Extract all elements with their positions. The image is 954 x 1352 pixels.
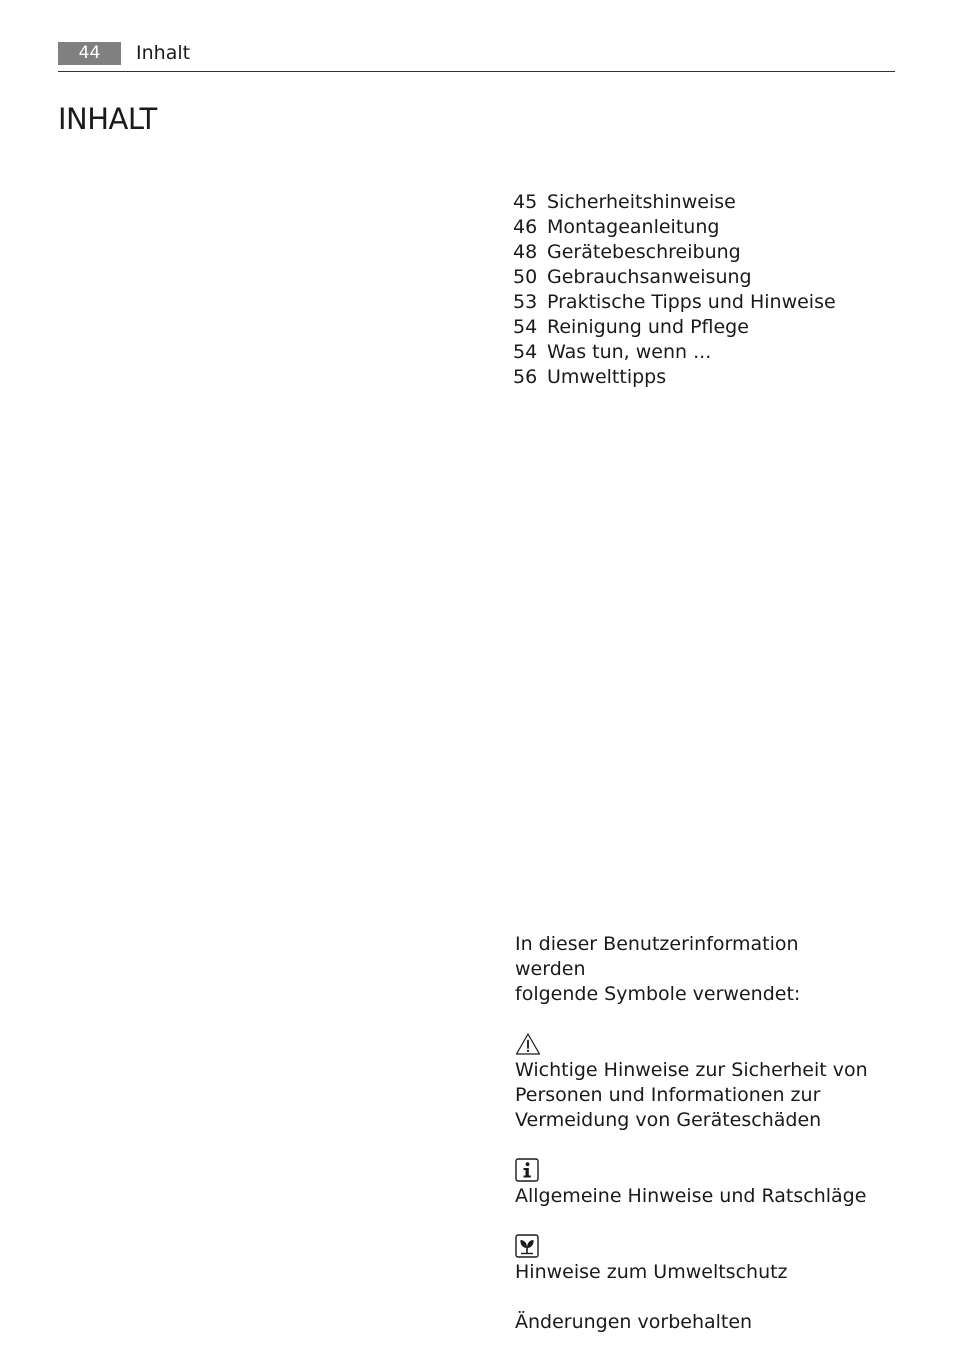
toc-label: Gerätebeschreibung <box>547 241 741 263</box>
header-section-title: Inhalt <box>136 42 191 64</box>
page-title: INHALT <box>58 102 157 136</box>
toc-item[interactable] <box>513 265 836 290</box>
changes-reserved-note: Änderungen vorbehalten <box>515 1311 753 1333</box>
toc-item[interactable] <box>513 240 836 265</box>
page-header <box>58 40 895 72</box>
toc-page-number: 54 <box>513 316 538 338</box>
symbol-warning <box>515 1032 875 1133</box>
toc-page-number: 50 <box>513 266 538 288</box>
toc-item[interactable] <box>513 190 836 215</box>
toc-item[interactable] <box>513 290 836 315</box>
symbols-intro-line: folgende Symbole verwendet: <box>515 983 801 1005</box>
symbols-intro <box>515 932 875 1007</box>
symbol-description: Allgemeine Hinweise und Ratschläge <box>515 1185 867 1207</box>
symbol-environment <box>515 1234 875 1285</box>
toc-label: Umwelttipps <box>547 366 667 388</box>
symbol-info <box>515 1158 875 1209</box>
toc-item[interactable] <box>513 365 836 390</box>
page-number: 44 <box>58 42 121 65</box>
symbols-intro-line: In dieser Benutzerinformation werden <box>515 933 799 980</box>
toc-label: Was tun, wenn ... <box>547 341 712 363</box>
toc-label: Gebrauchsanweisung <box>547 266 752 288</box>
toc-page-number: 46 <box>513 216 538 238</box>
toc-page-number: 56 <box>513 366 538 388</box>
toc-item[interactable] <box>513 215 836 240</box>
symbol-description: Vermeidung von Geräteschäden <box>515 1109 822 1131</box>
toc-label: Sicherheitshinweise <box>547 191 736 213</box>
info-icon <box>515 1158 875 1184</box>
symbol-description: Hinweise zum Umweltschutz <box>515 1261 788 1283</box>
toc-page-number: 48 <box>513 241 538 263</box>
symbols-legend <box>515 932 875 1335</box>
warning-triangle-icon <box>515 1032 875 1058</box>
symbol-description: Wichtige Hinweise zur Sicherheit von <box>515 1059 868 1081</box>
symbol-description: Personen und Informationen zur <box>515 1084 821 1106</box>
toc-page-number: 54 <box>513 341 538 363</box>
toc-label: Montageanleitung <box>547 216 720 238</box>
environment-icon <box>515 1234 875 1260</box>
table-of-contents <box>513 190 836 390</box>
toc-label: Reinigung und Pflege <box>547 316 749 338</box>
toc-page-number: 45 <box>513 191 538 213</box>
toc-label: Praktische Tipps und Hinweise <box>547 291 836 313</box>
toc-item[interactable] <box>513 340 836 365</box>
toc-page-number: 53 <box>513 291 538 313</box>
toc-item[interactable] <box>513 315 836 340</box>
